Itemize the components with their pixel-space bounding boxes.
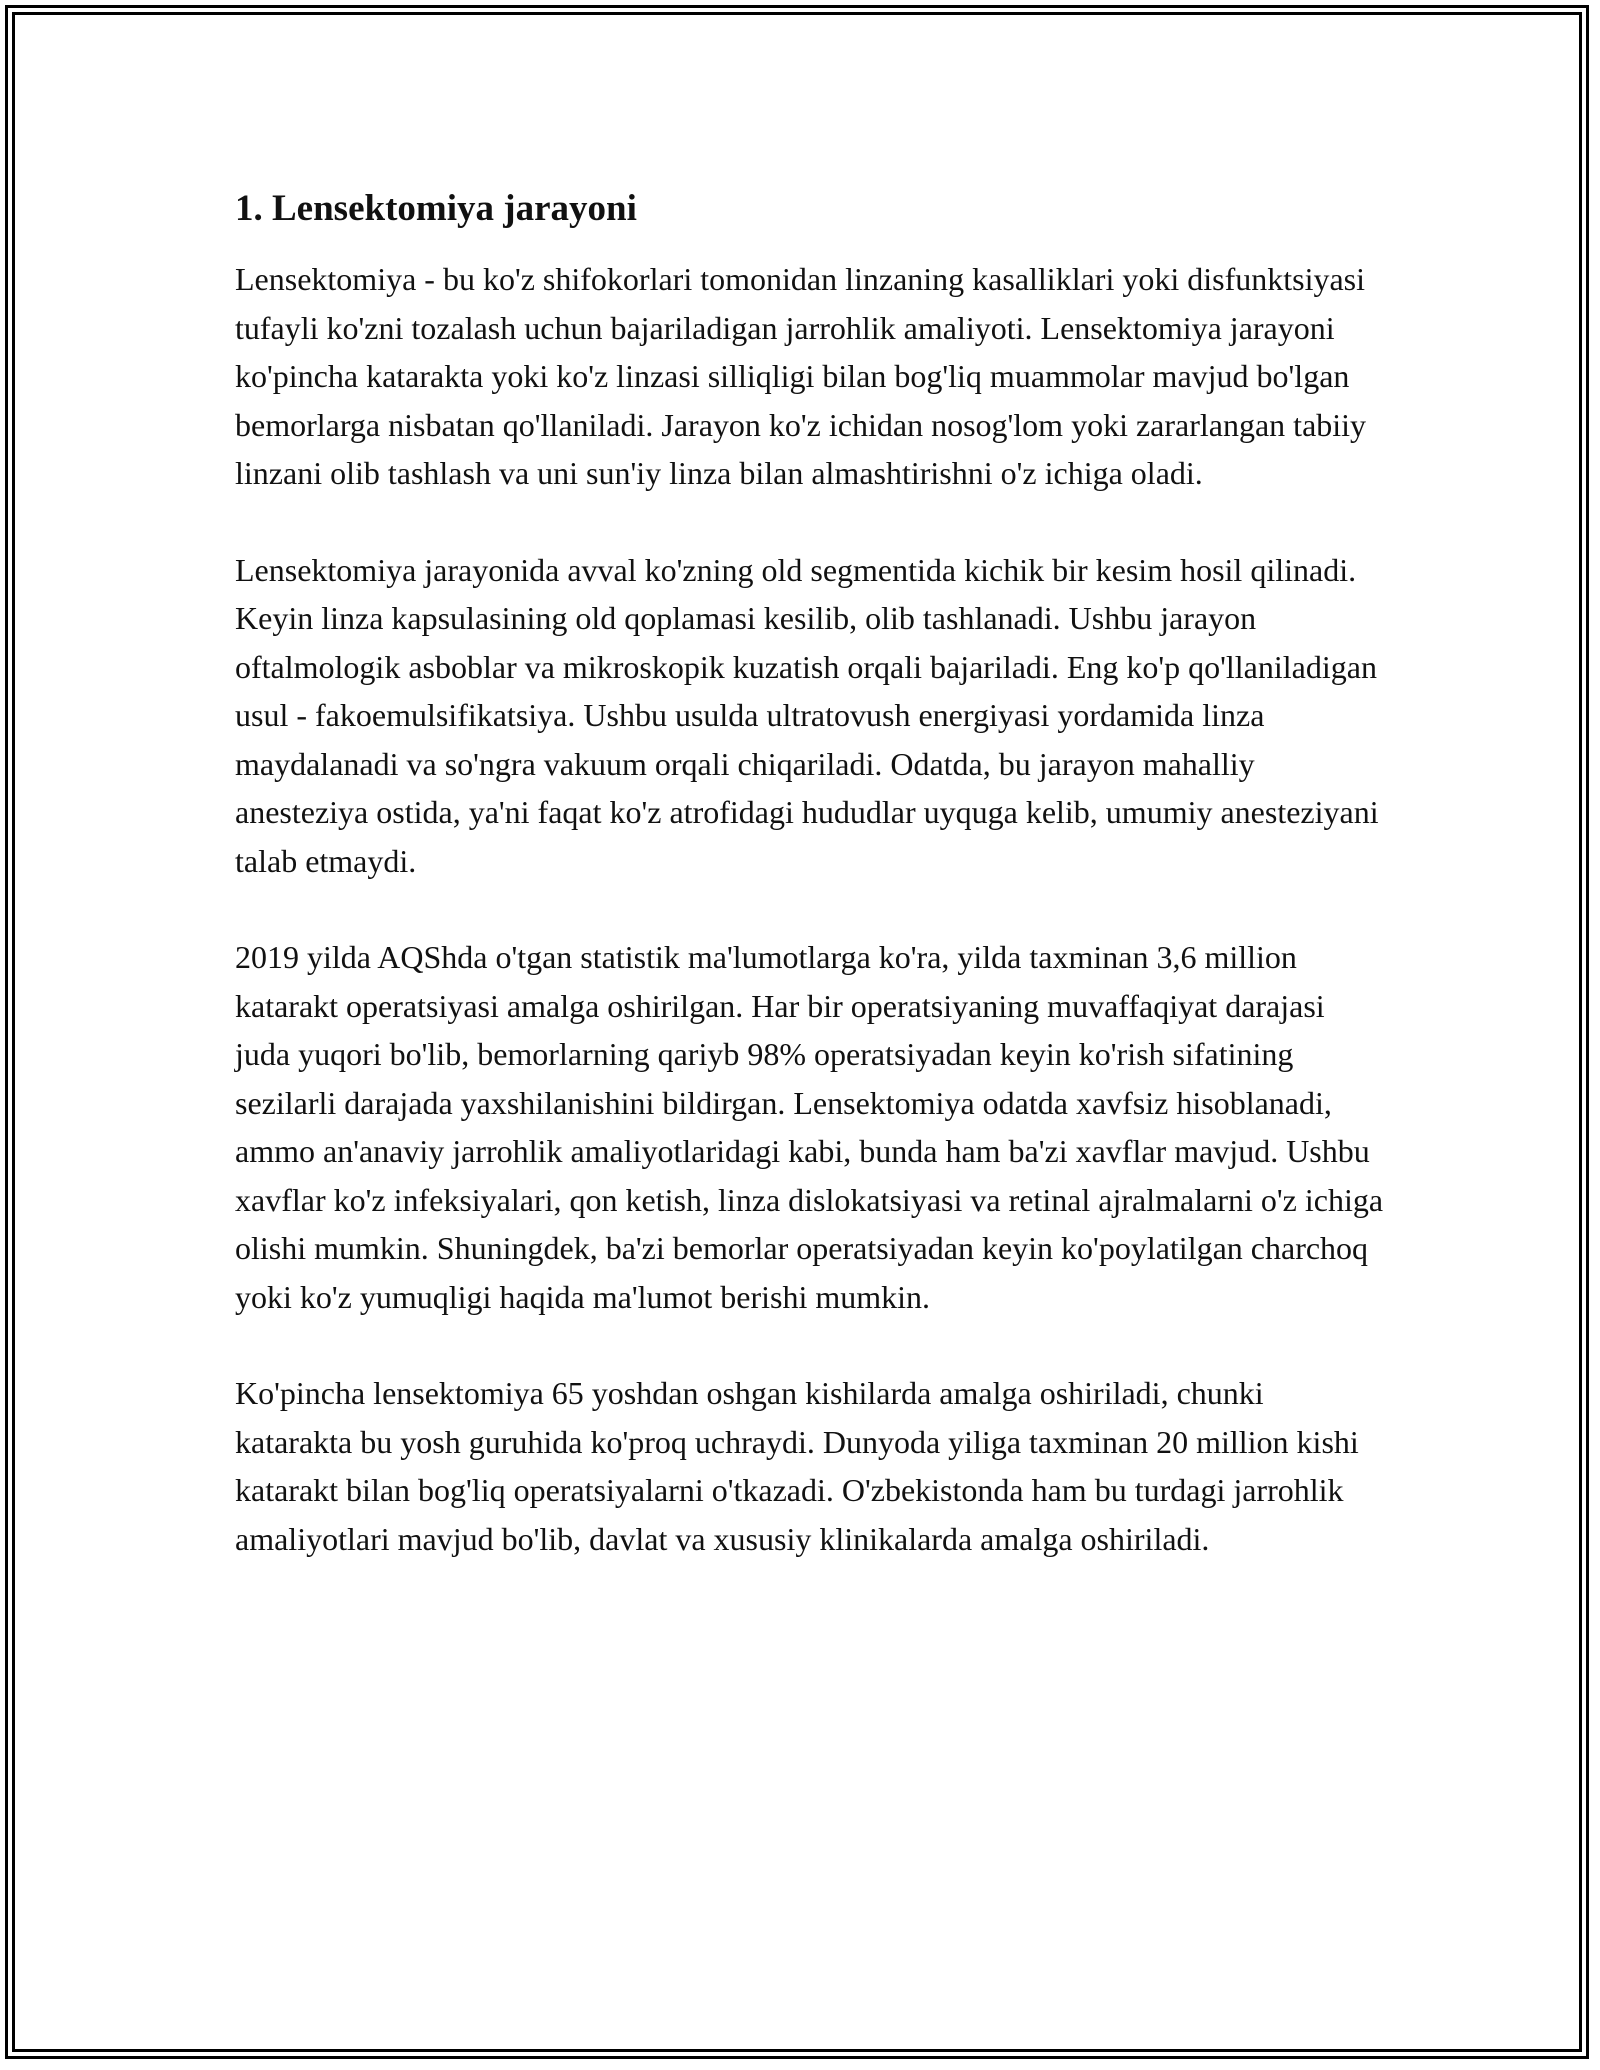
paragraph-4: Ko'pincha lensektomiya 65 yoshdan oshgan kishilarda amalga oshiriladi, chunki katarakta bu yosh guruhida ko'proq uchraydi. Dunyoda yiliga taxminan 20 million kishi katarakt bilan bog'liq operatsiyalarni o'tkazadi. O'zbekistonda ham bu turdagi jarrohlik amaliyotlari mavjud bo'lib, davlat va xususiy klinikalarda amalga oshiriladi.	[235, 1375, 1359, 1557]
paragraph-2: Lensektomiya jarayonida avval ko'zning old segmentida kichik bir kesim hosil qilinadi. Keyin linza kapsulasining old qoplamasi kesilib, olib tashlanadi. Ushbu jarayon oftalmologik asboblar va mikroskopik kuzatish orqali bajariladi. Eng ko'p qo'llaniladigan usul - fakoemulsifikatsiya. Ushbu usulda ultratovush energiyasi yordamida linza maydalanadi va so'ngra vakuum orqali chiqariladi. Odatda, bu jarayon mahalliy anesteziya ostida, ya'ni faqat ko'z atrofidagi hududlar uyquga kelib, umumiy anesteziyani talab etmaydi.	[235, 551, 1379, 879]
document-body	[235, 185, 1385, 1611]
section-heading: 1. Lensektomiya jarayoni	[235, 188, 637, 229]
paragraph-1: Lensektomiya - bu ko'z shifokorlari tomonidan linzaning kasalliklari yoki disfunktsiyasi tufayli ko'zni tozalash uchun bajariladigan jarrohlik amaliyoti. Lensektomiya jarayoni ko'pincha katarakta yoki ko'z linzasi silliqligi bilan bog'liq muammolar mavjud bo'lgan bemorlarga nisbatan qo'llaniladi. Jarayon ko'z ichidan nosog'lom yoki zararlangan tabiiy linzani olib tashlash va uni sun'iy linza bilan almashtirishni o'z ichiga oladi.	[235, 261, 1367, 492]
paragraph-3: 2019 yilda AQShda o'tgan statistik ma'lumotlarga ko'ra, yilda taxminan 3,6 million katarakt operatsiyasi amalga oshirilgan. Har bir operatsiyaning muvaffaqiyat darajasi juda yuqori bo'lib, bemorlarning qariyb 98% operatsiyadan keyin ko'rish sifatining sezilarli darajada yaxshilanishini bildirgan. Lensektomiya odatda xavfsiz hisoblanadi, ammo an'anaviy jarrohlik amaliyotlaridagi kabi, bunda ham ba'zi xavflar mavjud. Ushbu xavflar ko'z infeksiyalari, qon ketish, linza dislokatsiyasi va retinal ajralmalarni o'z ichiga olishi mumkin. Shuningdek, ba'zi bemorlar operatsiyadan keyin ko'poylatilgan charchoq yoki ko'z yumuqligi haqida ma'lumot berishi mumkin.	[235, 939, 1384, 1315]
